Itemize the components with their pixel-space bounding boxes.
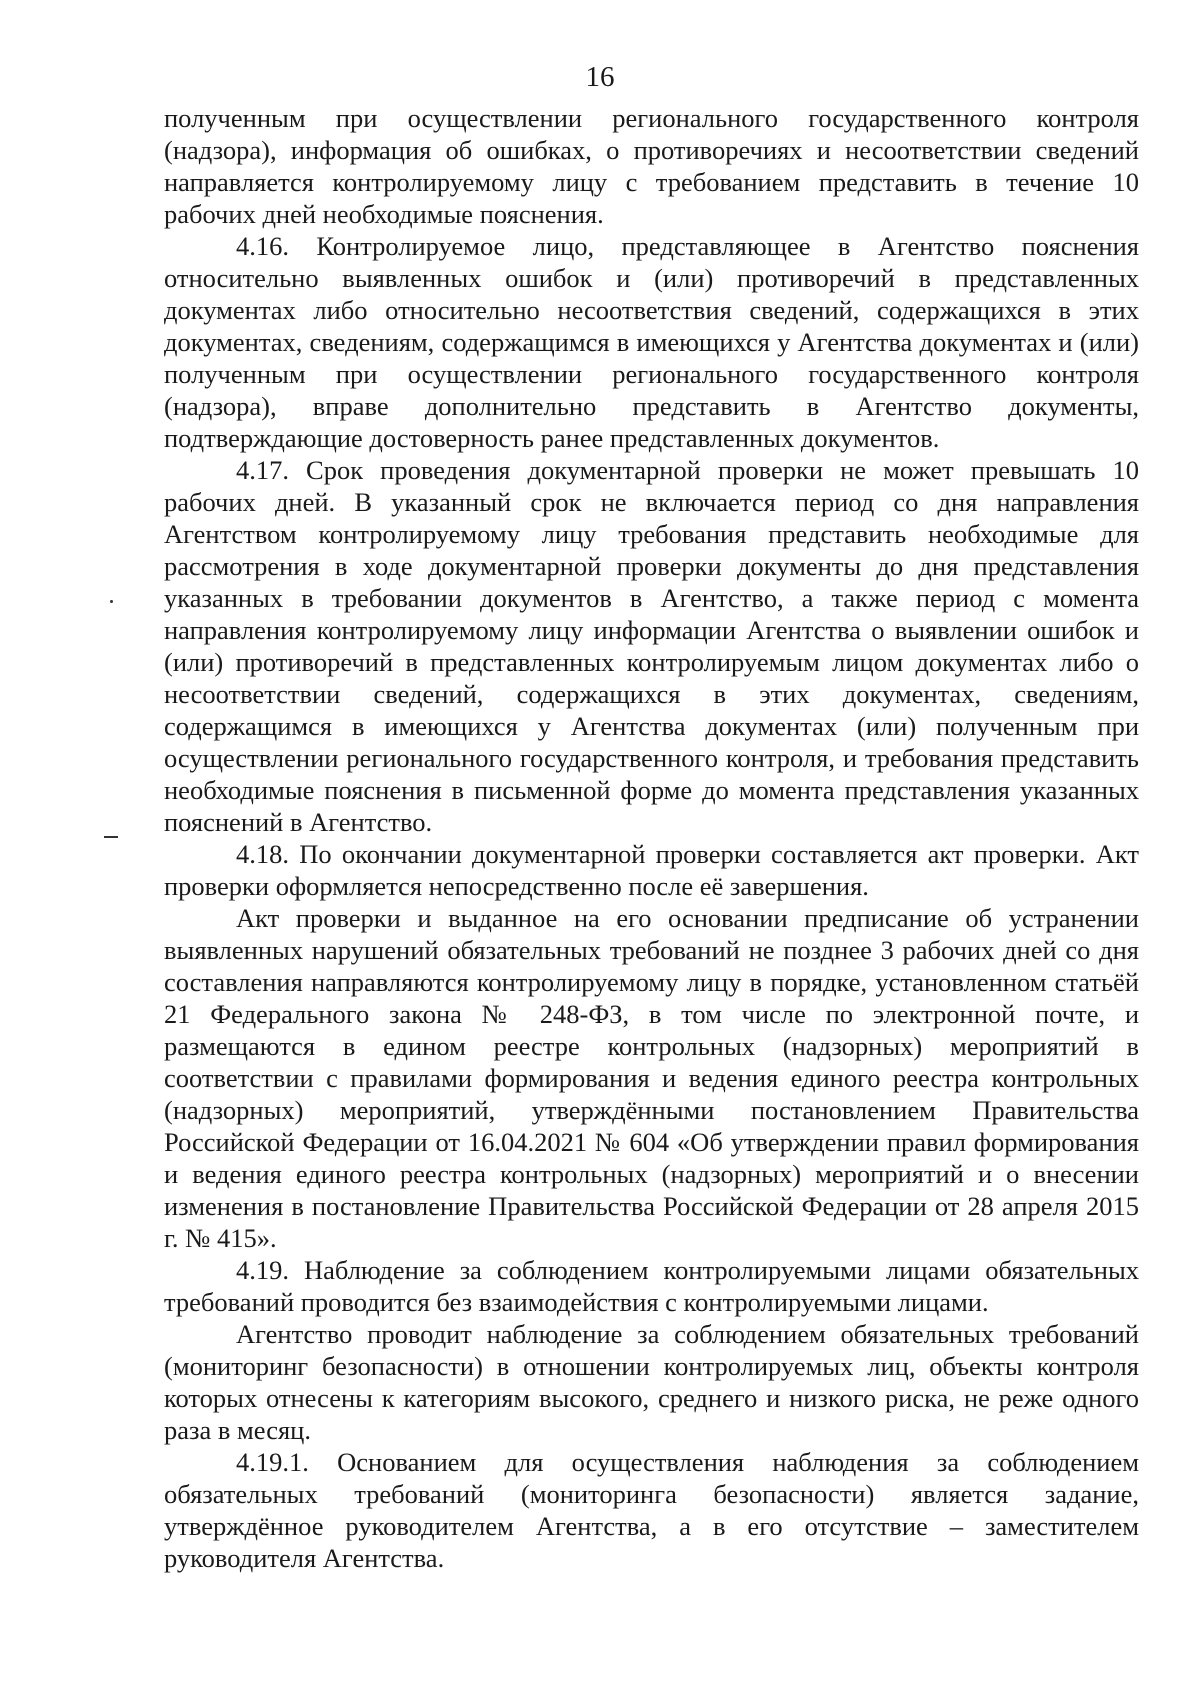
paragraph-4-18: 4.18. По окончании документарной проверки составляется акт проверки. Акт проверки оформляется непосредственно после её завершения. bbox=[164, 839, 1139, 901]
paragraph-monitoring: Агентство проводит наблюдение за соблюдением обязательных требований (мониторинг безопасности) в отношении контролируемых лиц, объекты контроля которых отнесены к категориям высокого, среднего и низкого риска, не реже одного раза в месяц. bbox=[164, 1319, 1139, 1445]
page-number: 16 bbox=[585, 61, 615, 93]
scan-speck bbox=[110, 600, 113, 603]
paragraph-act-delivery: Акт проверки и выданное на его основании предписание об устранении выявленных нарушений обязательных требований не позднее 3 рабочих дней со дня составления направляются контролируемому лицу в порядке, установленном статьёй 21 Федерального закона № 248-ФЗ, в том числе по электронной почте, и размещаются в едином реестре контрольных (надзорных) мероприятий в соответствии с правилами формирования и ведения единого реестра контрольных (надзорных) мероприятий, утверждёнными постановлением Правительства Российской Федерации от 16.04.2021 № 604 «Об утверждении правил формирования и ведения единого реестра контрольных (надзорных) мероприятий и о внесении изменения в постановление Правительства Российской Федерации от 28 апреля 2015 г. № 415». bbox=[164, 903, 1139, 1253]
paragraph-4-17: 4.17. Срок проведения документарной проверки не может превышать 10 рабочих дней. В указанный срок не включается период со дня направления Агентством контролируемому лицу требования представить необходимые для рассмотрения в ходе документарной проверки документы до дня представления указанных в требовании документов в Агентство, а также период с момента направления контролируемому лицу информации Агентства о выявлении ошибок и (или) противоречий в представленных контролируемым лицом документах либо о несоответствии сведений, содержащихся в этих документах, сведениям, содержащимся в имеющихся у Агентства документах (или) полученным при осуществлении регионального государственного контроля, и требования представить необходимые пояснения в письменной форме до момента представления указанных пояснений в Агентство. bbox=[164, 455, 1139, 837]
paragraph-continuation: полученным при осуществлении регионального государственного контроля (надзора), информация об ошибках, о противоречиях и несоответствии сведений направляется контролируемому лицу с требованием представить в течение 10 рабочих дней необходимые пояснения. bbox=[164, 103, 1139, 229]
paragraph-4-19: 4.19. Наблюдение за соблюдением контролируемыми лицами обязательных требований проводится без взаимодействия с контролируемыми лицами. bbox=[164, 1255, 1139, 1317]
document-body bbox=[164, 102, 1139, 1574]
paragraph-4-19-1: 4.19.1. Основанием для осуществления наблюдения за соблюдением обязательных требований (мониторинга безопасности) является задание, утверждённое руководителем Агентства, а в его отсутствие – заместителем руководителя Агентства. bbox=[164, 1447, 1139, 1573]
scan-dash-mark bbox=[104, 836, 118, 838]
paragraph-4-16: 4.16. Контролируемое лицо, представляющее в Агентство пояснения относительно выявленных ошибок и (или) противоречий в представленных документах либо относительно несоответствия сведений, содержащихся в этих документах, сведениям, содержащимся в имеющихся у Агентства документах и (или) полученным при осуществлении регионального государственного контроля (надзора), вправе дополнительно представить в Агентство документы, подтверждающие достоверность ранее представленных документов. bbox=[164, 231, 1139, 453]
